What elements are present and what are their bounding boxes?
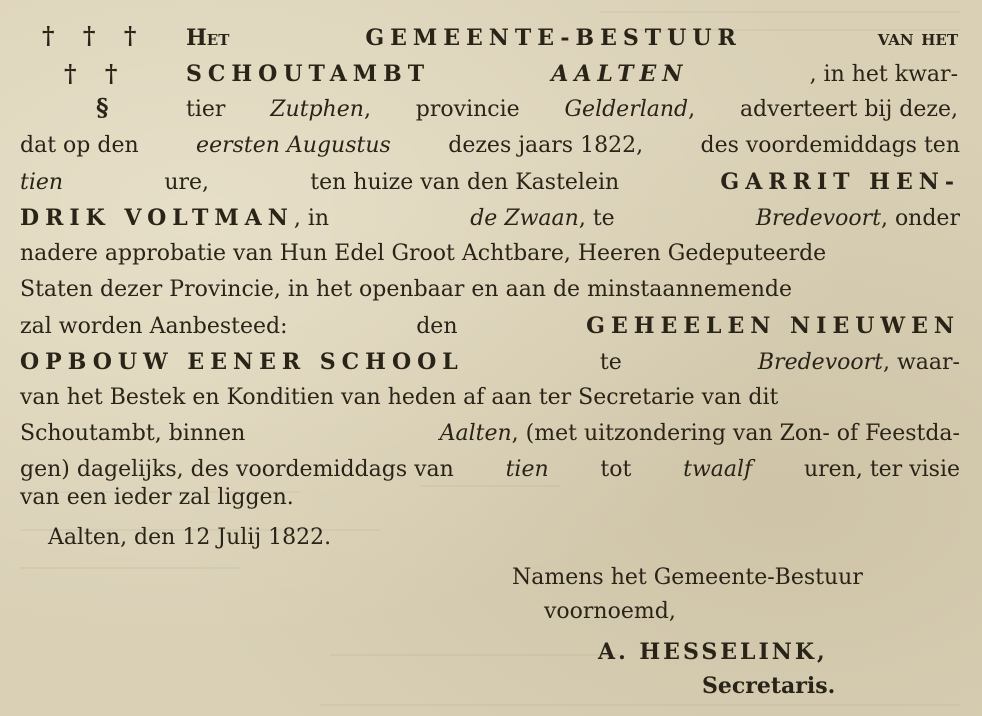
notice-text: , in — [293, 206, 330, 231]
notice-text: Het — [186, 25, 230, 51]
notice-text: , waar- — [882, 350, 960, 375]
notice-text: , — [363, 97, 371, 122]
notice-text: , onder — [880, 206, 960, 231]
notice-text: zal worden Aanbesteed: — [20, 314, 288, 339]
notice-line-6 — [20, 202, 960, 234]
notice-heading: OPBOUW EENER SCHOOL — [20, 349, 464, 375]
notice-text: des voordemiddags ten — [700, 133, 960, 158]
notice-text: provincie — [415, 97, 520, 122]
time-text: tien — [505, 457, 549, 482]
notice-text: , in het kwar- — [809, 62, 958, 87]
notice-heading: GEHEELEN NIEUWEN — [586, 313, 960, 339]
notice-heading: GEMEENTE-BESTUUR — [365, 25, 742, 51]
notice-text: van een ieder zal liggen. — [20, 485, 294, 510]
notice-line-8 — [20, 274, 960, 306]
place-name: Gelderland — [564, 97, 689, 122]
notice-text: te — [599, 350, 622, 375]
notice-line-2 — [186, 58, 958, 90]
notice-text: ten huize van den Kastelein — [310, 170, 620, 195]
crosses-row-1: † † † — [42, 21, 147, 50]
dateline: Aalten, den 12 Julij 1822. — [48, 525, 332, 550]
notice-line-10 — [20, 346, 960, 378]
place-name: Bredevoort — [757, 350, 883, 375]
signature-line-2: voornoemd, — [544, 599, 676, 624]
notice-text: nadere approbatie van Hun Edel Groot Achtbare, Heeren Gedeputeerde — [20, 241, 827, 266]
notice-text: tier — [186, 97, 226, 122]
notice-text: , — [688, 97, 696, 122]
section-mark: § — [96, 93, 109, 122]
notice-line-9 — [20, 310, 960, 342]
notice-text: tot — [600, 457, 632, 482]
notice-line-5 — [20, 166, 960, 198]
notice-line-12 — [20, 418, 960, 450]
inn-name: de Zwaan — [470, 206, 579, 231]
notice-line-7 — [20, 238, 960, 270]
place-name: Zutphen — [270, 97, 364, 122]
notice-text: van het Bestek en Konditien van heden af aan ter Secretarie van dit — [20, 385, 779, 410]
notice-text: dat op den — [20, 133, 139, 158]
time-text: tien — [20, 170, 64, 195]
notice-line-1 — [186, 22, 958, 54]
time-text: twaalf — [683, 457, 753, 482]
notice-text: den — [416, 314, 458, 339]
notice-line-14 — [20, 482, 960, 514]
notice-line-4 — [20, 130, 960, 162]
notice-text: , (met uitzondering van Zon- of Feestda- — [511, 421, 960, 446]
notice-text: , te — [578, 206, 615, 231]
signature-line-1: Namens het Gemeente-Bestuur — [512, 565, 863, 590]
place-name: AALTEN — [551, 61, 689, 87]
notice-text: uren, ter visie — [803, 457, 960, 482]
signatory-title: Secretaris. — [702, 673, 836, 699]
notice-text: dezes jaars 1822, — [448, 133, 644, 158]
crosses-row-2: † † — [64, 59, 128, 88]
person-name: DRIK VOLTMAN — [20, 205, 294, 231]
signatory-name: A. HESSELINK, — [598, 639, 828, 665]
notice-text: gen) dagelijks, des voordemiddags van — [20, 457, 454, 482]
notice-text: adverteert bij deze, — [739, 97, 958, 122]
place-name: Bredevoort — [755, 206, 881, 231]
notice-text: Staten dezer Provincie, in het openbaar en aan de minstaannemende — [20, 277, 793, 302]
notice-heading: SCHOUTAMBT — [186, 61, 431, 87]
person-name: GARRIT HEN- — [720, 169, 960, 195]
notice-text: van het — [877, 25, 958, 51]
notice-line-11 — [20, 382, 960, 414]
notice-text: ure, — [164, 170, 210, 195]
date-text: eersten Augustus — [196, 133, 391, 158]
place-name: Aalten — [439, 421, 512, 446]
notice-line-3 — [186, 94, 958, 126]
notice-text: Schoutambt, binnen — [20, 421, 246, 446]
